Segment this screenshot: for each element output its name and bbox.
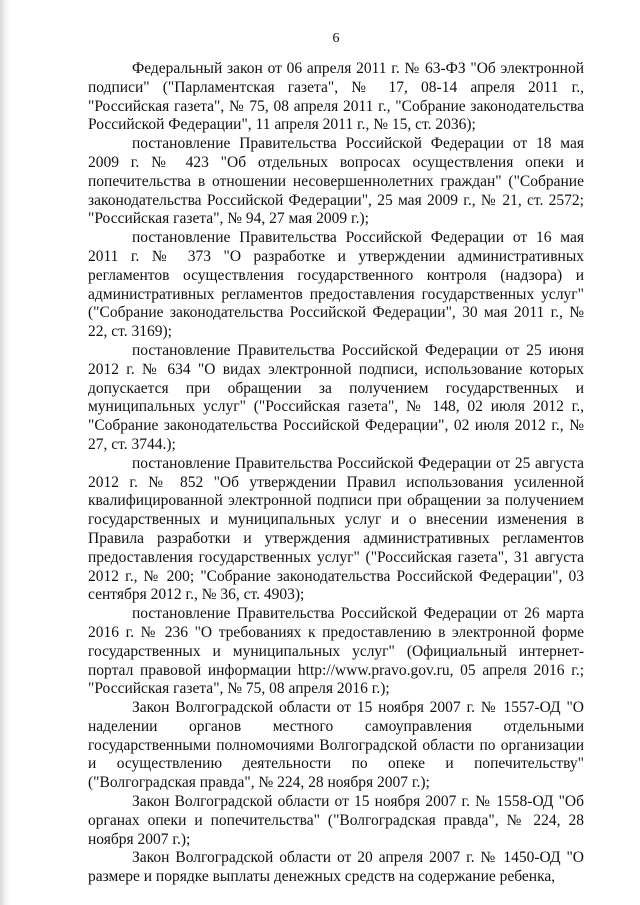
legal-act-federal-law-63: Федеральный закон от 06 апреля 2011 г. № 63-ФЗ "Об электронной подписи" ("Парламентская газета", № 17, 08-14 апреля 2011 г., "Российская газета", № 75, 08 апреля 2011 г., "Собрание законодательства Российской Федерации", 11 апреля 2011 г., № 15, ст. 2036); [88,60,584,134]
scan-edge-shadow [0,0,10,905]
legal-act-resolution-373: постановление Правительства Российской Федерации от 16 мая 2011 г. № 373 "О разработке и утверждении административных регламентов осуществления государственного контроля (надзора) и административных регламентов предоставления государственных услуг" ("Собрание законодательства Российской Федерации", 30 мая 2011 г., № 22, ст. 3169); [88,229,584,341]
legal-act-resolution-852: постановление Правительства Российской Федерации от 25 августа 2012 г. № 852 "Об утверждении Правил использования усиленной квалифицированной электронной подписи при обращении за получением государственных и муниципальных услуг и о внесении изменения в Правила разработки и утверждения административных регламентов предоставления государственных услуг" ("Российская газета", 31 августа 2012 г., № 200; "Собрание законодательства Российской Федерации", 03 сентября 2012 г., № 36, ст. 4903); [88,454,584,604]
legal-basis-list [88,60,584,887]
legal-act-resolution-236: постановление Правительства Российской Федерации от 26 марта 2016 г. № 236 "О требованиях к предоставлению в электронной форме государственных и муниципальных услуг" (Официальный интернет-портал правовой информации http://www.pravo.gov.ru, 05 апреля 2016 г.; "Российская газета", № 75, 08 апреля 2016 г.); [88,605,584,698]
page-number: 6 [332,31,340,46]
legal-act-resolution-634: постановление Правительства Российской Федерации от 25 июня 2012 г. № 634 "О видах электронной подписи, использование которых допускается при обращении за получением государственных и муниципальных услуг" ("Российская газета", № 148, 02 июля 2012 г., "Собрание законодательства Российской Федерации", 02 июля 2012 г., № 27, ст. 3744.); [88,341,584,453]
legal-act-resolution-423: постановление Правительства Российской Федерации от 18 мая 2009 г. № 423 "Об отдельных вопросах осуществления опеки и попечительства в отношении несовершеннолетних граждан" ("Собрание законодательства Российской Федерации", 25 мая 2009 г., № 21, ст. 2572; "Российская газета", № 94, 27 мая 2009 г.); [88,135,584,228]
legal-act-regional-law-1558: Закон Волгоградской области от 15 ноября 2007 г. № 1558-ОД "Об органах опеки и попечительства" ("Волгоградская правда", № 224, 28 ноября 2007 г.); [88,793,584,848]
legal-act-regional-law-1450: Закон Волгоградской области от 20 апреля 2007 г. № 1450-ОД "О размере и порядке выплаты денежных средств на содержание ребенка, [88,849,584,886]
legal-act-regional-law-1557: Закон Волгоградской области от 15 ноября 2007 г. № 1557-ОД "О наделении органов местного самоуправления отдельными государственными полномочиями Волгоградской области по организации и осуществлению деятельности по опеке и попечительству" ("Волгоградская правда", № 224, 28 ноября 2007 г.); [88,699,584,792]
